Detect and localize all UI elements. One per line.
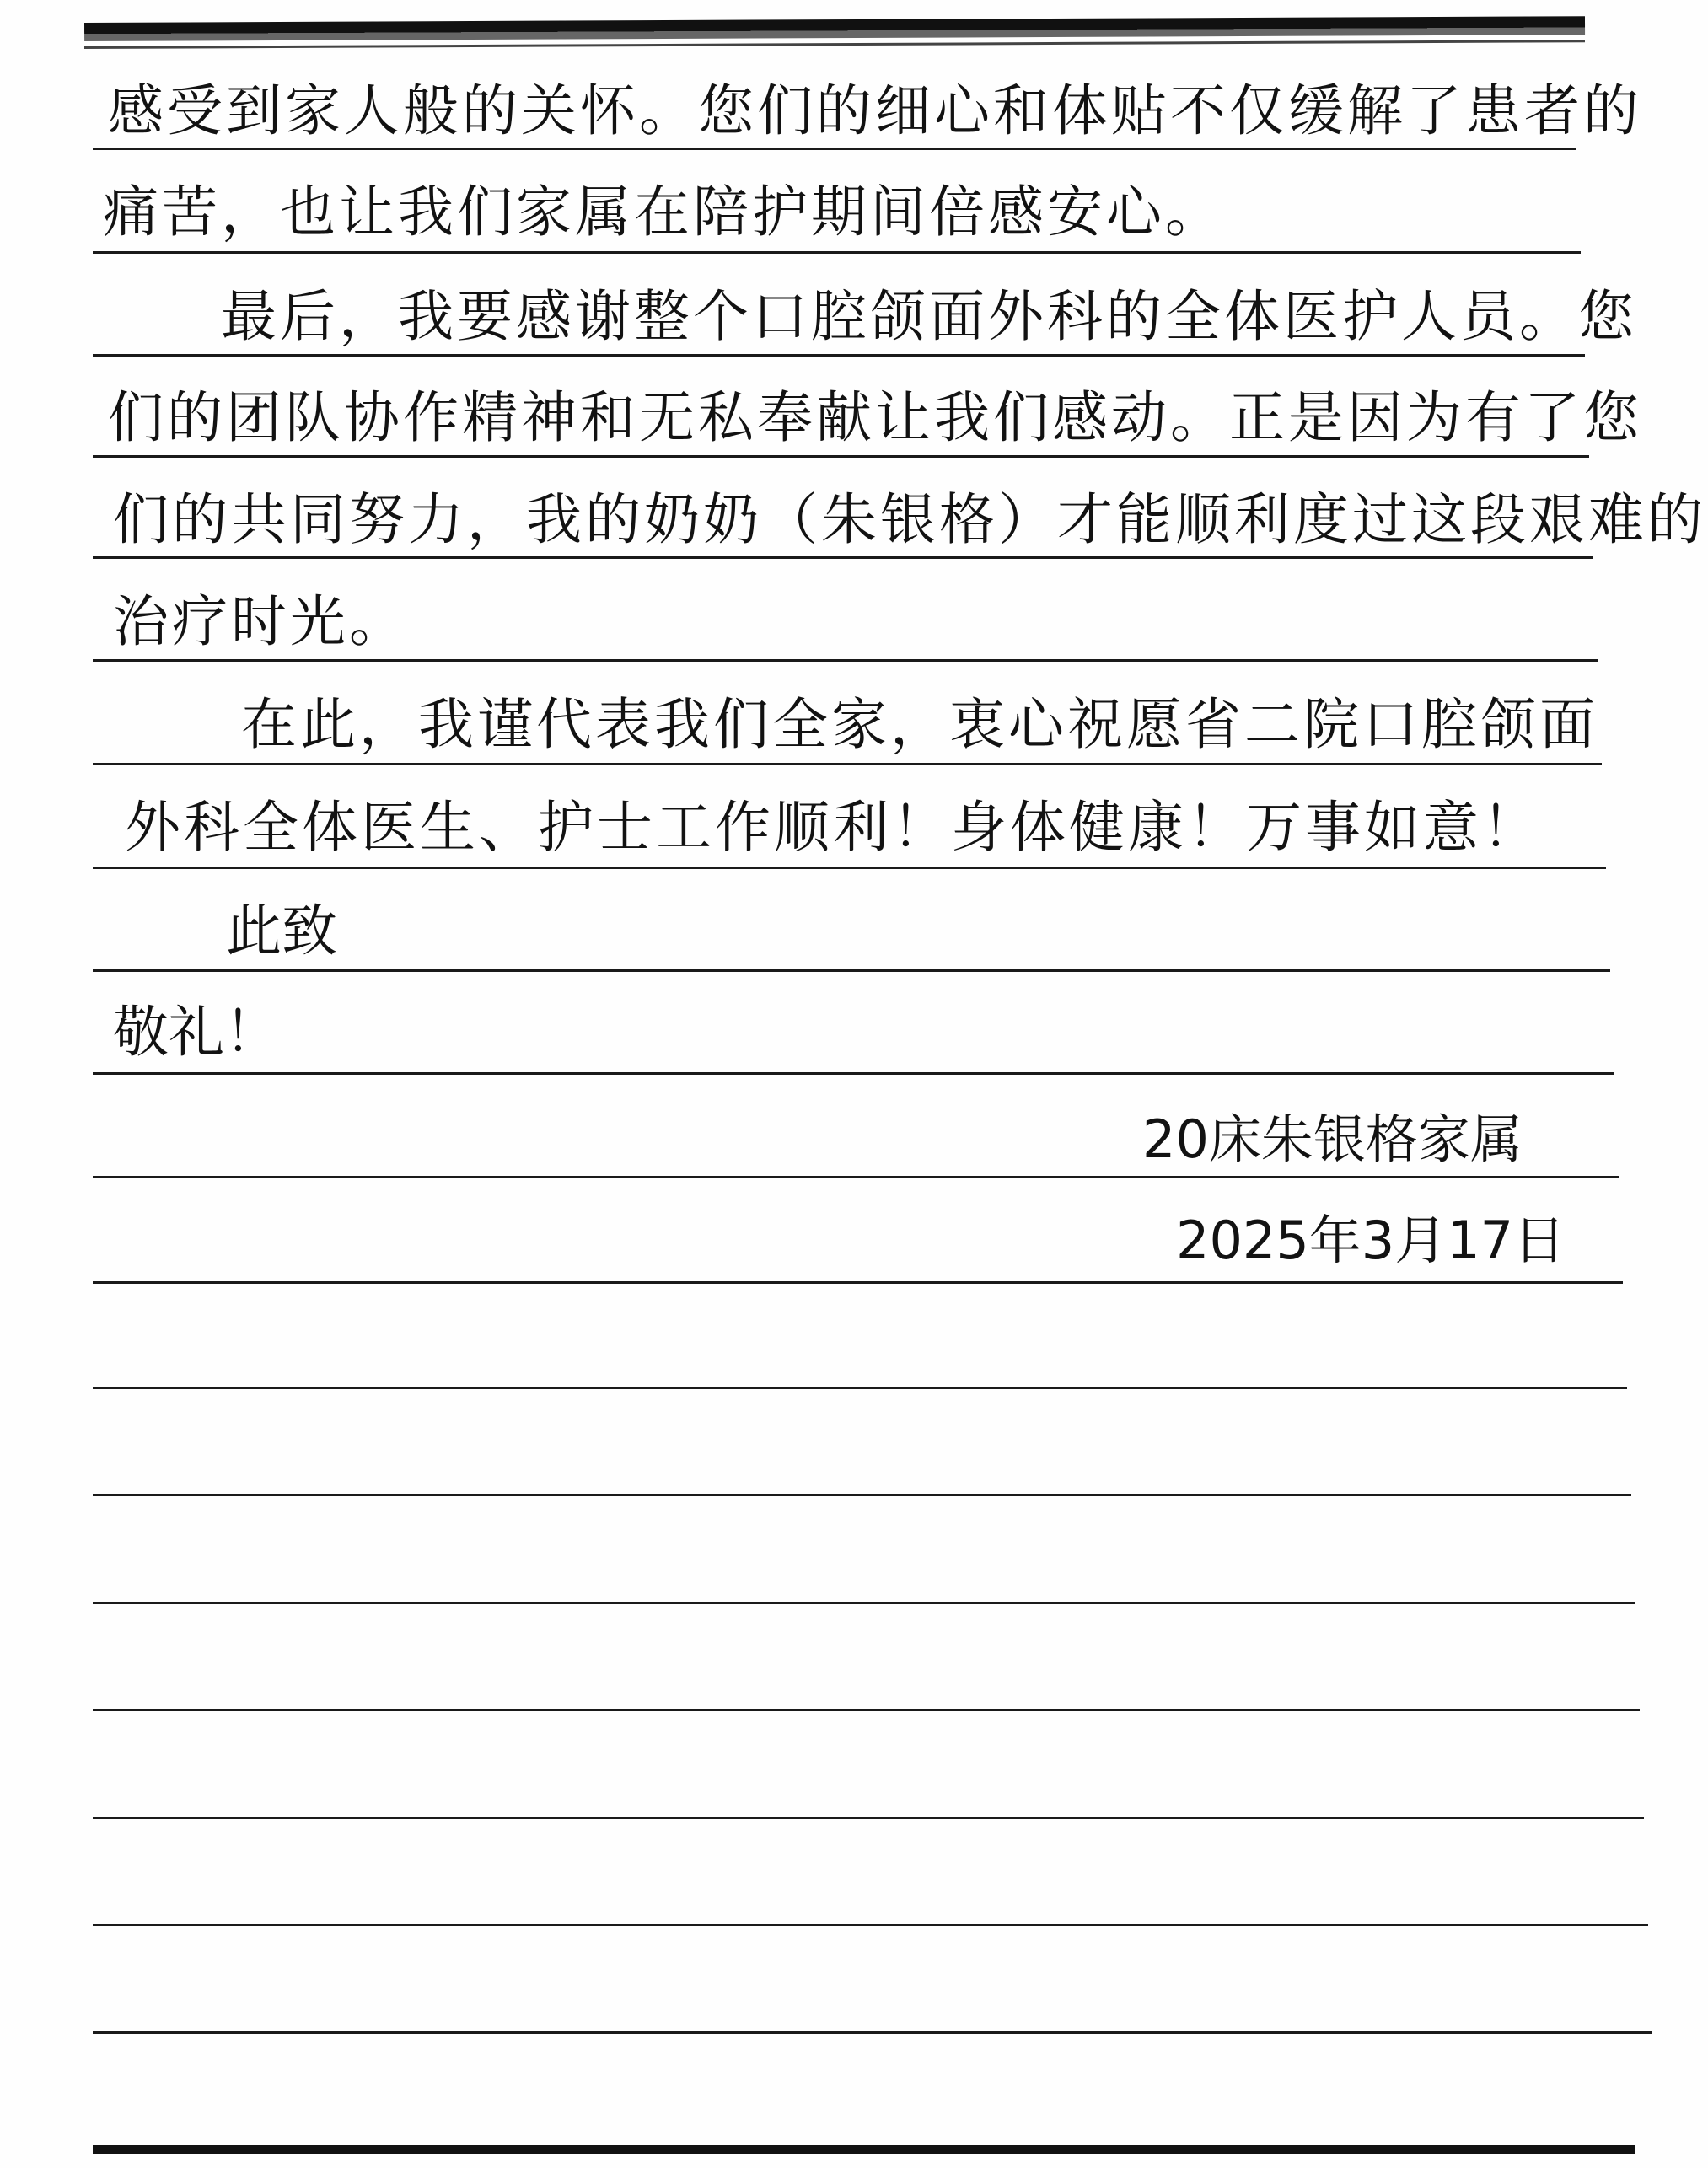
letter-line: 最后，我要感谢整个口腔颌面外科的全体医护人员。您	[221, 284, 1637, 349]
ruled-line	[93, 354, 1585, 357]
letter-line: 痛苦，也让我们家属在陪护期间倍感安心。	[103, 180, 1224, 244]
ruled-line	[93, 1709, 1640, 1711]
ruled-line	[93, 1281, 1623, 1284]
ruled-line	[93, 763, 1602, 765]
ruled-line	[93, 1494, 1631, 1496]
ruled-line	[93, 1924, 1648, 1926]
closing-phrase: 此致	[226, 899, 337, 963]
signature: 20床朱银格家属	[1142, 1108, 1523, 1170]
ruled-line	[93, 1387, 1627, 1389]
letter-line: 在此，我谨代表我们全家，衷心祝愿省二院口腔颌面	[241, 692, 1598, 757]
ruled-line	[93, 455, 1589, 458]
paper-header-bar	[84, 16, 1585, 41]
letter-line: 外科全体医生、护士工作顺利！身体健康！万事如意！	[125, 795, 1541, 860]
ruled-line	[93, 148, 1576, 150]
paper-footer-bar	[93, 2145, 1635, 2154]
ruled-line	[93, 251, 1581, 254]
ruled-line	[93, 556, 1593, 559]
letter-line: 们的共同努力，我的奶奶（朱银格）才能顺利度过这段艰难的	[113, 487, 1706, 552]
letter-date: 2025年3月17日	[1176, 1210, 1566, 1271]
ruled-line	[93, 1817, 1644, 1819]
ruled-line	[93, 867, 1606, 869]
ruled-line	[93, 659, 1598, 662]
salutation: 敬礼！	[113, 1000, 280, 1065]
letter-line: 们的团队协作精神和无私奉献让我们感动。正是因为有了您	[108, 385, 1642, 450]
ruled-line	[93, 2031, 1652, 2034]
ruled-line	[93, 1072, 1614, 1075]
ruled-line	[93, 969, 1610, 972]
letter-line: 治疗时光。	[113, 589, 408, 654]
paper-header-rule	[84, 40, 1585, 49]
letter-line: 感受到家人般的关怀。您们的细心和体贴不仅缓解了患者的	[108, 78, 1642, 143]
ruled-line	[93, 1602, 1635, 1604]
ruled-line	[93, 1176, 1619, 1178]
